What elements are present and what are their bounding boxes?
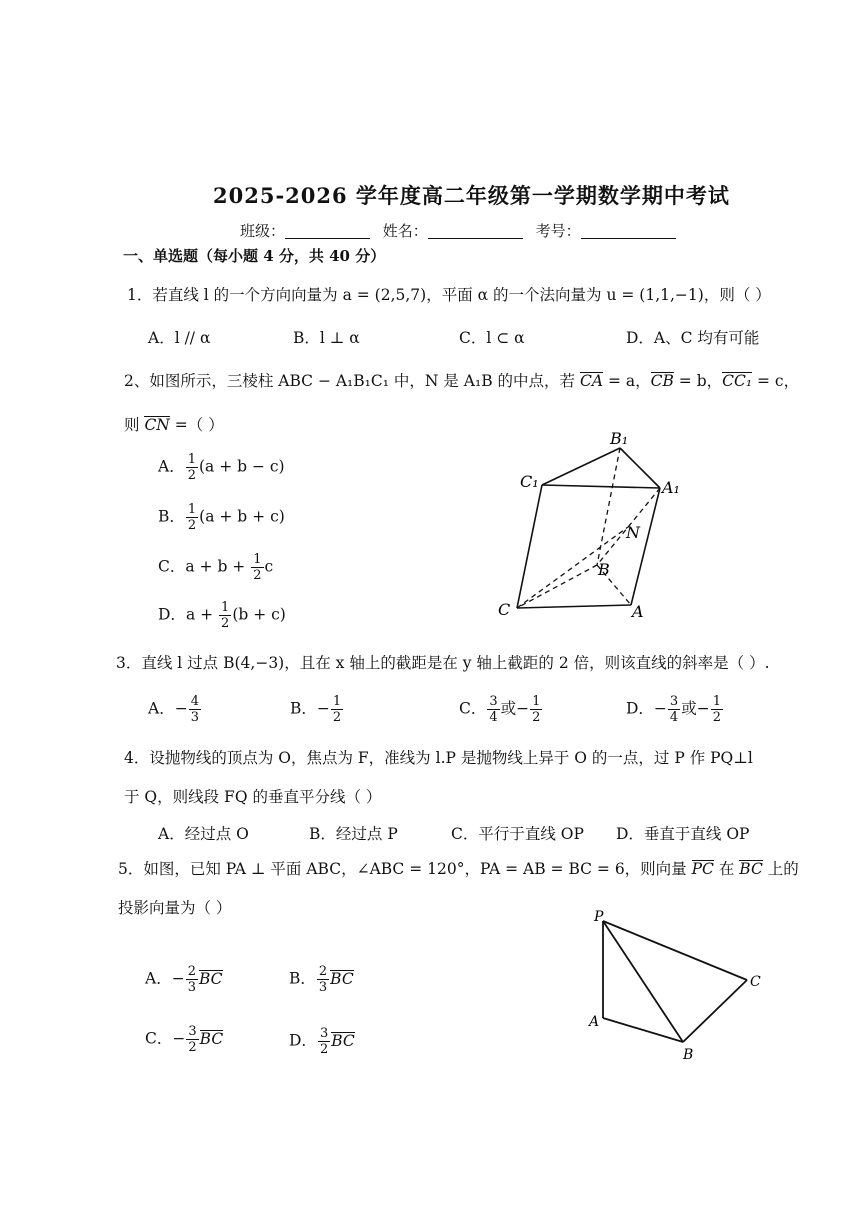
q4-stem-line2: 于 Q，则线段 FQ 的垂直平分线（ ） — [124, 788, 382, 806]
label-a1: A₁ — [662, 478, 680, 497]
label-b: B — [683, 1047, 694, 1063]
name-blank[interactable] — [428, 223, 523, 239]
vector-cb: CB — [650, 372, 674, 390]
q5-option-d[interactable] — [289, 1026, 355, 1057]
vector-bc: BC — [199, 1029, 224, 1048]
q2-option-a-body: (a + b − c) — [198, 457, 285, 476]
q3-option-b[interactable] — [290, 694, 344, 725]
edge-pb — [603, 921, 683, 1042]
q2-stem-then: 则 — [124, 416, 145, 434]
q5-option-c[interactable] — [145, 1024, 223, 1055]
label-c: C — [750, 974, 761, 990]
vector-cc1: CC₁ — [722, 372, 753, 390]
q2-option-d-pre: a + — [185, 605, 219, 624]
prism-figure — [490, 425, 690, 625]
q2-stem-line2 — [124, 413, 224, 435]
q3-option-d-label: D．− — [626, 699, 667, 718]
q3-stem: 3．直线 l 过点 B(4,−3)，且在 x 轴上的截距是在 y 轴上截距的 2 倍，则该直线的斜率是（ ）. — [116, 654, 770, 672]
q2-option-d-post: (b + c) — [232, 605, 286, 624]
q5-stem — [118, 857, 799, 879]
q3-option-d-or: 或− — [681, 699, 710, 718]
id-label: 考号： — [535, 222, 581, 240]
q2-option-c[interactable] — [158, 552, 273, 583]
q2-stem — [124, 369, 799, 391]
vector-bc: BC — [739, 860, 763, 878]
q3-option-a[interactable] — [148, 694, 202, 725]
name-label: 姓名： — [382, 222, 428, 240]
fraction: $\frac{1}{2}$ — [332, 694, 342, 725]
fraction: $\frac{3}{2}$ — [188, 1024, 197, 1055]
tetrahedron-figure — [580, 905, 770, 1070]
fraction: $\frac{4}{3}$ — [190, 694, 199, 725]
fraction: $\frac{3}{4}$ — [669, 694, 679, 725]
segment-cn-hidden — [517, 527, 628, 608]
q1-option-a[interactable]: A．l // α — [148, 329, 211, 347]
q4-option-d[interactable]: D．垂直于直线 OP — [616, 825, 750, 843]
q5-option-c-label: C．− — [145, 1029, 186, 1048]
q3-option-c-or: 或− — [500, 699, 530, 718]
vector-cn: CN — [144, 416, 170, 434]
label-b1: B₁ — [610, 429, 629, 448]
fraction: $\frac{1}{2}$ — [532, 694, 541, 725]
q4-stem-line1: 4．设抛物线的顶点为 O，焦点为 F，准线为 l.P 是抛物线上异于 O 的一点，过 P 作 PQ⊥l — [124, 749, 753, 767]
fraction: $\frac{1}{2}$ — [712, 694, 721, 725]
q5-stem-part1: 5．如图，已知 PA ⊥ 平面 ABC，∠ABC = 120°，PA = AB = BC = 6，则向量 — [118, 860, 692, 878]
q3-option-c[interactable] — [459, 694, 543, 725]
q1-stem-part1: 1．若直线 l 的一个方向向量为 a = (2,5,7)，平面 α 的一个法向量为 — [127, 286, 607, 304]
q1-option-d[interactable]: D．A、C 均有可能 — [626, 329, 760, 347]
label-a: A — [589, 1014, 600, 1030]
q3-option-a-label: A．− — [148, 699, 188, 718]
edge-b1c1 — [542, 448, 620, 485]
q5-option-a[interactable] — [145, 964, 223, 995]
q2-eq3: = c， — [752, 372, 800, 390]
q5-option-b[interactable] — [289, 964, 354, 995]
label-b: B — [598, 560, 610, 579]
q4-option-b[interactable]: B．经过点 P — [309, 825, 398, 843]
q4-option-c[interactable]: C．平行于直线 OP — [451, 825, 584, 843]
fraction: $\frac{3}{4}$ — [489, 694, 498, 725]
q2-eq2: = b， — [673, 372, 723, 390]
fraction: $\frac{2}{3}$ — [318, 964, 328, 995]
label-c: C — [498, 600, 511, 619]
vector-ca: CA — [579, 372, 604, 390]
q3-option-d[interactable] — [626, 694, 724, 725]
fraction-half: $\frac{1}{2}$ — [253, 552, 262, 583]
fraction: $\frac{3}{2}$ — [319, 1026, 329, 1057]
class-label: 班级： — [240, 222, 286, 240]
q2-stem-eq: =（ ） — [169, 416, 224, 434]
edge-c1a1 — [542, 485, 660, 488]
q2-eq1: = a， — [603, 372, 651, 390]
q5-option-a-label: A．− — [145, 969, 185, 988]
q5-stem-part2: 上的 — [762, 860, 799, 878]
vector-pc: PC — [691, 860, 714, 878]
q2-option-b[interactable] — [158, 502, 285, 533]
vector-bc: BC — [331, 1031, 355, 1050]
label-n: N — [626, 523, 640, 542]
vector-bc: BC — [330, 969, 354, 988]
section-title: 一、单选题（每小题 4 分，共 40 分） — [123, 247, 386, 265]
q1-stem — [127, 283, 771, 305]
edge-bc — [683, 980, 747, 1042]
vector-bc: BC — [198, 969, 223, 988]
q5-option-d-label: D． — [289, 1031, 317, 1050]
edge-b1a1 — [620, 448, 660, 488]
q3-option-c-label: C． — [459, 699, 487, 718]
label-a: A — [632, 602, 644, 621]
q5-stem-line2: 投影向量为（ ） — [118, 899, 232, 917]
q1-option-b[interactable]: B．l ⊥ α — [293, 329, 360, 347]
q1-stem-part2: u = (1,1,−1)，则（ ） — [606, 286, 771, 304]
q1-option-c[interactable]: C．l ⊂ α — [459, 329, 525, 347]
q2-option-d-label: D． — [158, 605, 186, 624]
student-info-row — [240, 220, 676, 241]
id-blank[interactable] — [581, 223, 676, 239]
edge-pc — [603, 921, 747, 980]
q2-option-b-label: B． — [158, 507, 185, 526]
exam-title: 2025-2026 学年度高二年级第一学期数学期中考试 — [213, 183, 730, 208]
q4-option-a[interactable]: A．经过点 O — [158, 825, 249, 843]
q2-option-d[interactable] — [158, 600, 286, 631]
edge-bc-hidden — [517, 565, 597, 608]
fraction: $\frac{2}{3}$ — [187, 964, 196, 995]
q5-option-b-label: B． — [289, 969, 316, 988]
edge-c1c — [517, 485, 542, 608]
edge-ca — [517, 605, 631, 608]
q2-option-b-body: (a + b + c) — [199, 507, 285, 526]
fraction-half: $\frac{1}{2}$ — [221, 600, 230, 631]
q2-option-a[interactable] — [158, 452, 285, 483]
q5-stem-mid: 在 — [713, 860, 740, 878]
q2-option-a-label: A． — [158, 457, 185, 476]
q2-option-c-pre: a + b + — [185, 557, 251, 576]
q2-option-c-label: C． — [158, 557, 186, 576]
q2-stem-part1: 2、如图所示，三棱柱 ABC − A₁B₁C₁ 中，N 是 A₁B 的中点，若 — [124, 372, 580, 390]
edge-ab — [603, 1018, 683, 1042]
label-p: P — [594, 909, 604, 925]
q3-option-b-label: B．− — [290, 699, 330, 718]
class-blank[interactable] — [285, 223, 370, 239]
fraction-half: $\frac{1}{2}$ — [187, 502, 197, 533]
fraction-half: $\frac{1}{2}$ — [187, 452, 196, 483]
q2-option-c-post: c — [264, 557, 274, 576]
label-c1: C₁ — [520, 472, 539, 491]
